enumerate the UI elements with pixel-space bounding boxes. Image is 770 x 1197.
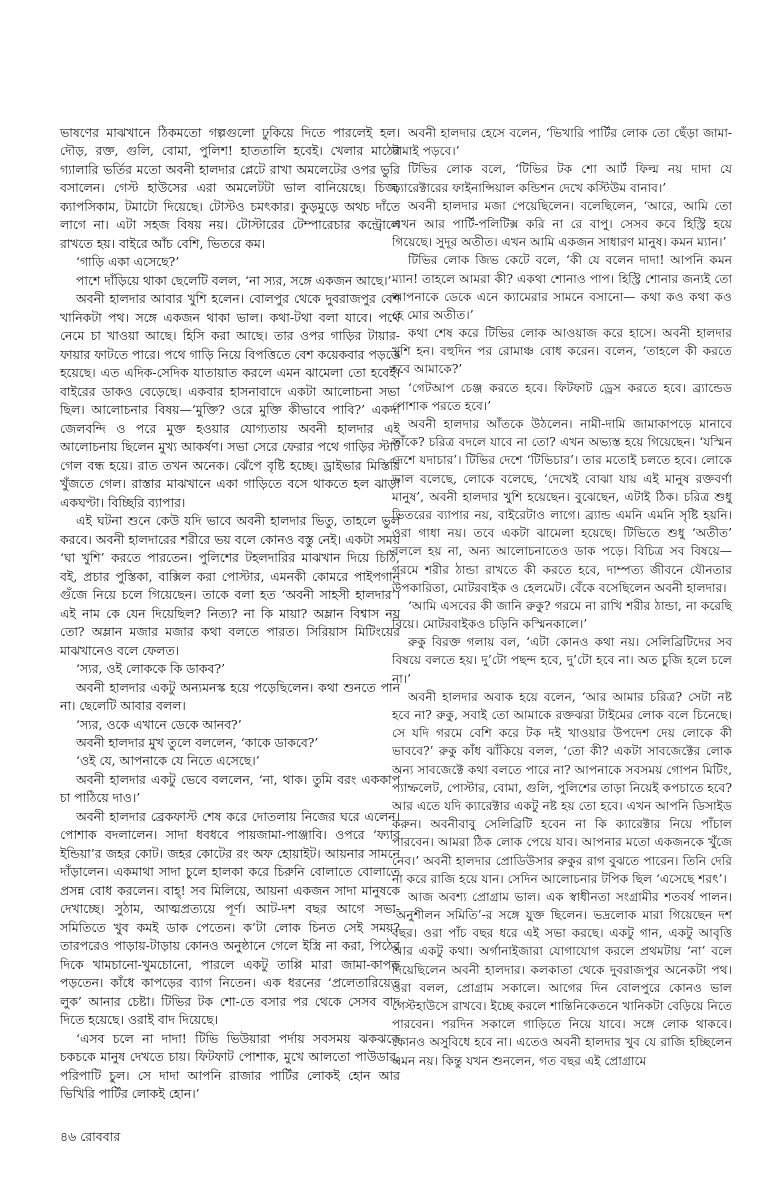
paragraph: ‘আমি এসবের কী জানি রুকু? গরমে না রাখি শরীর ঠান্ডা, না করেছি বিয়ে। মোটরবাইকও চড়িনি কস্মিনকালে।’ (392, 598, 732, 632)
paragraph: রুকু বিরক্ত গলায় বল, ‘এটা কোনও কথা নয়। সেলিব্রিটিদের সব বিষয়ে বলতে হয়। দু’টো পছন্দ হবে, দু’টো হবে না। অত চুজি হলে চলে না।’ (392, 635, 732, 686)
paragraph: অবনী হালদার ব্রেকফাস্ট শেষ করে দোতলায় নিজের ঘরে এলেন। পোশাক বদলালেন। সাদা ধবধবে পায়জামা-পাঞ্জাবি। ওপরে ‘ফ্যাব ইন্ডিয়া’র জহর কোট। জহর কোটের রং অফ হোয়াইট। আয়নার সামনে দাঁড়ালেন। একমাথা সাদা চুলে হালকা করে চিরুনি বোলাতে বোলাতে প্রসন্ন বোধ করলেন। বাহ্‌! সব মিলিয়ে, আয়না একজন সাদা মানুষকে দেখাচ্ছে। সুঠাম, আত্মপ্রত্যয়ে পূর্ণ। আট-দশ বছর আগে সভা-সমিতিতে খুব কমই ডাক পেতেন। ক’টা লোক চিনত সেই সময়? তারপরেও পাড়ায়-টাড়ায় কোনও অনুষ্ঠানে গেলে ইস্ত্রি না করা, পিঠের দিকে খামচানো-খুমচোনো, পারলে একটু তাপ্পি মারা জামা-কাপড় পড়তেন। কাঁধে কাপড়ের ব্যাগ নিতেন। এক ধরনের ‘প্রলেতারিয়েত লুক’ আনার চেষ্টা। টিভির টক শো-তে বসার পর থেকে সেসব বাদ দিতে হয়েছে। ওরাই বাদ দিয়েছে। (60, 808, 400, 1028)
paragraph: টিভির লোক জিভ কেটে বলে, ‘কী যে বলেন দাদা! আপনি কমন ম্যান! তাহলে আমরা কী? একথা শোনাও পাপ। হিস্ট্রি শোনার জন্যই তো আপনাকে ডেকে এনে ক্যামেরার সামনে বসানো— কথা কও কথা কও হে মোর অতীত।’ (392, 253, 732, 322)
paragraph: অবনী হালদার মুখ তুলে বললেন, ‘কাকে ডাকবে?’ (76, 734, 319, 750)
article-column-left (60, 124, 400, 1104)
paragraph: ‘এসব চলে না দাদা! টিভি ভিউয়ারা পর্দায় সবসময় ঝকঝকে চকচকে মানুষ দেখতে চায়। ফিটফাট পোশাক, মুখে আলতো পাউডার, পরিপাটি চুল। সে দাদা আপনি রাজার পার্টির লোকই হোন আর ভিখিরি পার্টির লোকই হোন।’ (60, 1030, 400, 1102)
paragraph: ‘স্যর, ওকে এখানে ডেকে আনব?’ (76, 716, 242, 732)
paragraph: ভাষণের মাঝখানে ঠিকমতো গল্পগুলো ঢুকিয়ে দিতে পারলেই হল। দৌড়, রক্ত, গুলি, বোমা, পুলিশ! হাততালি হবেই। খেলার মাঠের গ্যালারি ভর্তির মতো অবনী হালদার প্লেটে রাখা অমলেটের ওপর ভুরি বসালেন। গেস্ট হাউসের এরা অমলেটটা ভাল বানিয়েছে। চিজ, ক্যাপসিকাম, টমাটো দিয়েছে। টোস্টও চমৎকার। কুড়মুড়ে অথচ দাঁতে লাগে না। এটা সহজ বিষয় নয়। টোস্টারের টেম্পারেচার কন্ট্রোলে রাখতে হয়। বাইরে আঁচ বেশি, ভিতরে কম। (60, 125, 400, 251)
paragraph: ‘স্যর, ওই লোককে কি ডাকব?’ (76, 661, 226, 677)
paragraph: ‘ওই যে, আপনাকে যে নিতে এসেছে।’ (76, 753, 260, 769)
paragraph: ‘গেটআপ চেঞ্জ করতে হবে। ফিটফাট ড্রেস করতে হবে। ব্র্যান্ডেড পোশাক পরতে হবে।’ (392, 380, 732, 413)
paragraph: অবনী হালদার একটু অন্যমনস্ক হয়ে পড়েছিলেন। কথা শুনতে পান না। ছেলেটি আবার বলল। (60, 679, 400, 714)
paragraph: টিভির লোক বলে, ‘টিভির টক শো আর্ট ফিল্ম নয় দাদা যে ক্যারেক্টারের ফাইনান্সিয়াল কন্ডিশন দেখে কস্টিউম বানাব।’ (392, 162, 732, 195)
paragraph: ‘গাড়ি একা এসেছে?’ (76, 254, 180, 270)
paragraph: অবনী হালদার মজা পেয়েছিলেন। বলেছিলেন, ‘আরে, আমি তো এখন আর পার্টি-পলিটিক্স করি না রে বাপু। সেসব কবে হিস্ট্রি হয়ে গিয়েছে। সুদূর অতীত। এখন আমি একজন সাধারণ মানুষ। কমন ম্যান।’ (392, 198, 732, 250)
paragraph: অবনী হালদার আবার খুশি হলেন। বোলপুর থেকে দুবরাজপুর বেশ খানিকটা পথ। সঙ্গে একজন থাকা ভাল। কথা-টথা বলা যাবে। পথে নেমে চা খাওয়া আছে। হিসি করা আছে। তার ওপর গাড়ির টায়ার-ফায়ার ফাটতে পারে। পথে গাড়ি নিয়ে বিপত্তিতে বেশ কয়েকবার পড়তে হয়েছে। এত এদিক-সেদিক যাতায়াত করলে এমন ঝামেলা তো হবেই। বাইরের ডাকও বেড়েছে। একবার হাসনাবাদে একটা আলোচনা সভা ছিল। আলোচনার বিষয়—‘মুক্তি? ওরে মুক্তি কীভাবে পাবি?’ একদা জেলবন্দি ও পরে মুক্ত হওয়ার যোগ্যতায় অবনী হালদার এই আলোচনায় ছিলেন মুখ্য আকর্ষণ। সভা সেরে ফেরার পথে গাড়ির স্টার্ট গেল বন্ধ হয়ে। রাত তখন অনেক। ঝেঁপে বৃষ্টি হচ্ছে। ড্রাইভার মিস্তিরি খুঁজতে গেল। রাস্তার মাঝখানে একা গাড়িতে বসে থাকতে হল ঝাড়া একঘণ্টা। বিচ্ছিরি ব্যাপার। (60, 291, 400, 510)
paragraph: কথা শেষ করে টিভির লোক আওয়াজ করে হাসে। অবনী হালদার খুশি হন। বহুদিন পর রোমাঞ্চ বোধ করেন। বলেন, ‘তাহলে কী করতে হবে আমাকে?’ (392, 326, 732, 377)
paragraph: এই ঘটনা শুনে কেউ যদি ভাবে অবনী হালদার ভিতু, তাহলে ভুল করবে। অবনী হালদারের শরীরে ভয় বলে কোনও বস্তু নেই। একটা সময় ‘ঘা খুশি’ করতে পারতেন। পুলিশের টহলদারির মাঝখান দিয়ে চিঠি, বই, প্রচার পুস্তিকা, বাক্সিল করা পোস্টার, এমনকী কোমরে পাইপগান গুঁজে নিয়ে চলে গিয়েছেন। তাকে বলা হত ‘অবনী সাহসী হালদার’। এই নাম কে যেন দিয়েছিল? নিত্য? না কি মায়া? অম্লান বিশ্বাস নয় তো? অম্লান মজার মজার কথা বলতে পারত। সিরিয়াস মিটিংয়ের মাঝখানেও বলে ফেলত। (60, 513, 400, 658)
page-footer: ৪৬ রোববার (60, 1129, 121, 1144)
paragraph: আজ অবশ্য প্রোগ্রাম ভাল। এক স্বাধীনতা সংগ্রামীর শতবর্ষ পালন। ‘অনুশীলন সমিতি’-র সঙ্গে যুক্ত ছিলেন। ভদ্রলোক মারা গিয়েছেন দশ বছর। ওরা পাঁচ বছর ধরে এই সভা করছে। একটু গান, একটু আবৃত্তি আর একটু কথা। অর্গানাইজারা যোগাযোগ করলে প্রথমটায় ‘না’ বলে দিয়েছিলেন অবনী হালদার। কলকাতা থেকে দুবরাজপুর অনেকটা পথ। ওরা বলল, প্রোগ্রাম সকালে। আগের দিন বোলপুরে কোনও ভাল গেস্টহাউসে রাখবে। ইচ্ছে করলে শান্তিনিকেতনে খানিকটা বেড়িয়ে নিতে পারবেন। পরদিন সকালে গাড়িতে নিয়ে যাবে। সঙ্গে লোক থাকবে। কোনও অসুবিধে হবে না। এতেও অবনী হালদার খুব যে রাজি হচ্ছিলেন এমন নয়। কিন্তু যখন শুনলেন, গত বছর এই প্রোগ্রামে (392, 889, 732, 1068)
paragraph: অবনী হালদার একটু ভেবে বললেন, ‘না, থাক। তুমি বরং এককাপ চা পাঠিয়ে দাও।’ (60, 771, 400, 806)
paragraph: অবনী হালদার আঁতকে উঠলেন। নামী-দামি জামাকাপড়ে মানাবে তাঁকে? চরিত্র বদলে যাবে না তো? এখন অভ্যস্ত হয়ে গিয়েছেন। ‘যস্মিন দেশে যদাচার’। টিভির দেশে ‘টিভিচার’। তার মতোই চলতে হবে। লোকে ভাল বলেছে, লোকে বলেছে, ‘দেখেই বোঝা যায় এই মানুষ রক্তবর্ণা মানুষ’, অবনী হালদার খুশি হয়েছেন। বুঝেছেন, এটাই ঠিক। চরিত্র শুধু ভিতরের ব্যাপার নয়, বাইরেটাও লাগে। ব্র্যান্ড এমনি এমনি সৃষ্টি হয়নি। ওরা গাধা নয়। তবে একটা ঝামেলা হয়েছে। টিভিতে শুধু ‘অতীত’ বললে হয় না, অন্য আলোচনাতেও ডাক পড়ে। বিচিত্র সব বিষয়ে— গরমে শরীর ঠান্ডা রাখতে কী করতে হবে, দাম্পত্য জীবনে যৌনতার উপকারিতা, মোটরবাইক ও হেলমেট। বেঁকে বসেছিলেন অবনী হালদার। (392, 417, 732, 595)
paragraph: অবনী হালদার হেসে বলেন, ‘ভিখারি পার্টির লোক তো ছেঁড়া জামা-টামাই পড়বে।’ (392, 126, 732, 159)
article-column-right (392, 124, 732, 1070)
paragraph: অবনী হালদার অবাক হয়ে বলেন, ‘আর আমার চরিত্র? সেটা নষ্ট হবে না? রুকু, সবাই তো আমাকে রক্তঝরা টাইমের লোক বলে চিনেছে। সে যদি গরমে বেশি করে টক দই খাওয়ার উপদেশ দেয় লোকে কী ভাববে?’ রুকু কাঁধ ঝাঁকিয়ে বলল, ‘তো কী? একটা সাবজেক্টের লোক অন্য সাবজেক্টে কথা বলতে পারে না? আপনাকে সবসময় গোপন মিটিং, প্যাম্ফলেট, পোস্টার, বোমা, গুলি, পুলিশের তাড়া নিয়েই কপচাতে হবে? আর এতে যদি ক্যারেক্টার একটু নষ্ট হয় তো হবে। এখন আপনি ডিসাইড করুন। অবনীবাবু সেলিব্রিটি হবেন না কি ক্যারেক্টার নিয়ে পাঁচাল পারবেন। আমরা ঠিক লোক পেয়ে যাব। আপনার মতো একজনকে খুঁজে নেব।’ অবনী হালদার প্রোডিউসার রুকুর রাগ বুঝতে পারেন। তিনি দেরি না করে রাজি হয়ে যান। সেদিন আলোচনার টপিক ছিল ‘এসেছে শরৎ’। (392, 689, 732, 886)
paragraph: পাশে দাঁড়িয়ে থাকা ছেলেটি বলল, ‘না স্যর, সঙ্গে একজন আছে।’ (76, 272, 392, 288)
